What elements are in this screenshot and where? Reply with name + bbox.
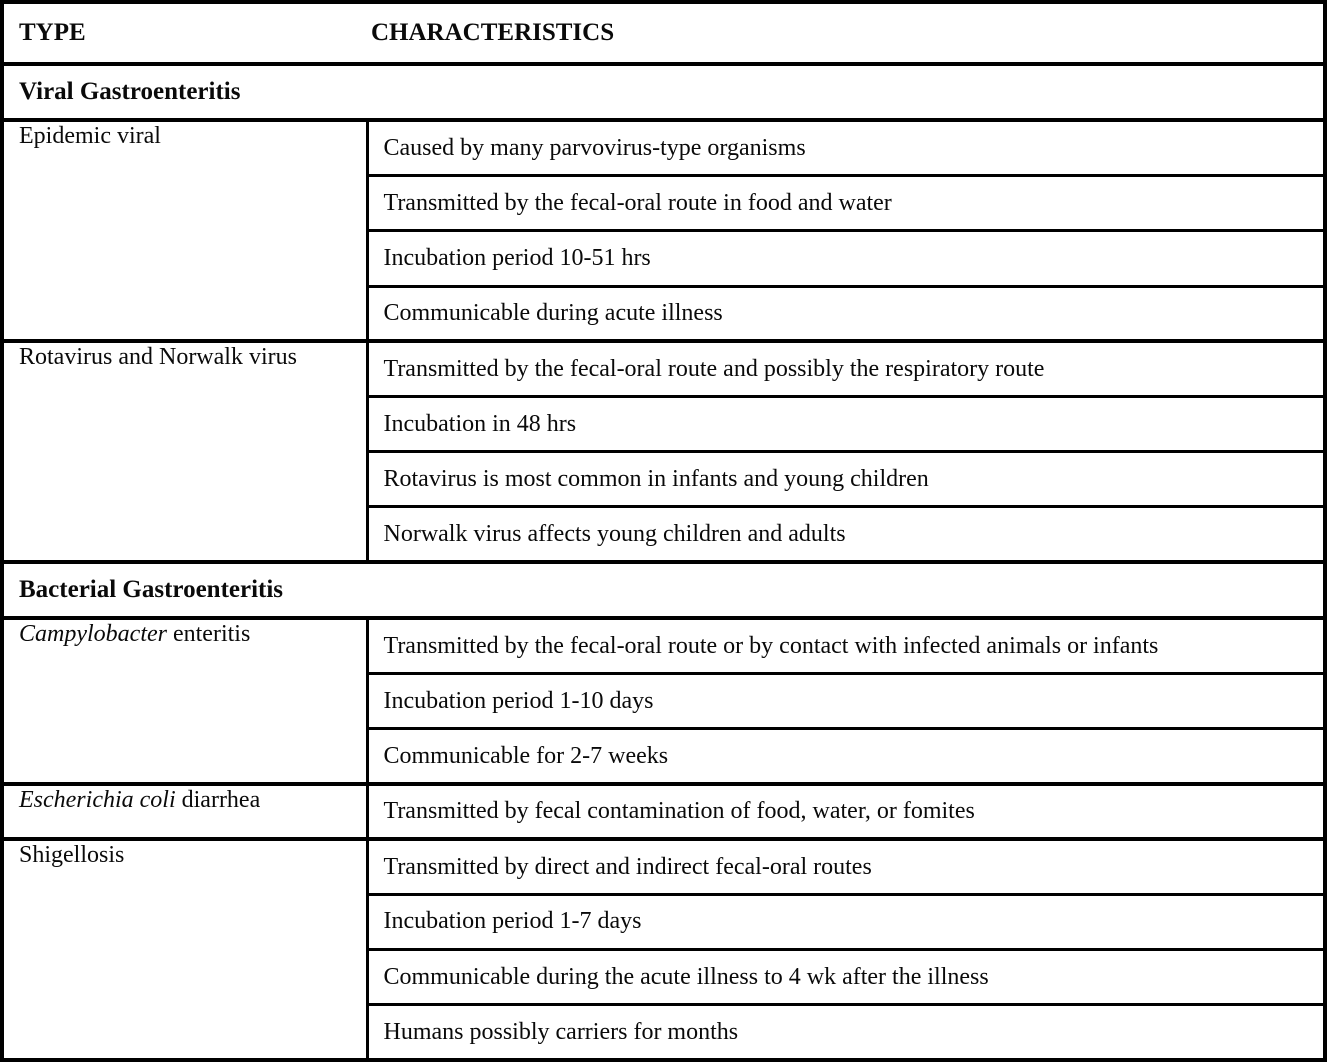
- characteristic-cell: Transmitted by fecal contamination of food, water, or fomites: [367, 784, 1325, 839]
- section-header-bacterial-gastroenteritis: Bacterial Gastroenteritis: [2, 562, 1325, 618]
- type-cell-rotavirus-norwalk: [2, 341, 367, 562]
- characteristic-cell: Communicable during the acute illness to 4 wk after the illness: [367, 949, 1325, 1004]
- table-row: [2, 120, 1325, 175]
- table-row: [2, 784, 1325, 839]
- characteristic-cell: Communicable for 2-7 weeks: [367, 729, 1325, 784]
- characteristic-cell: Incubation period 1-7 days: [367, 894, 1325, 949]
- characteristic-cell: Caused by many parvovirus-type organisms: [367, 120, 1325, 175]
- type-label: enteritis: [166, 621, 251, 648]
- characteristic-cell: Incubation in 48 hrs: [367, 396, 1325, 451]
- section-row-bacterial: [2, 562, 1325, 618]
- characteristic-cell: Transmitted by the fecal-oral route in food and water: [367, 176, 1325, 231]
- table-header-row: [2, 2, 1325, 64]
- type-label-italic: Escherichia coli: [19, 786, 176, 813]
- type-label: Rotavirus and Norwalk virus: [19, 344, 297, 371]
- type-label: Epidemic viral: [19, 123, 161, 150]
- table-row: [2, 618, 1325, 673]
- type-cell-campylobacter-enteritis: [2, 618, 367, 784]
- characteristic-cell: Rotavirus is most common in infants and young children: [367, 452, 1325, 507]
- column-header-type: TYPE: [19, 19, 86, 47]
- characteristic-cell: Transmitted by direct and indirect fecal-oral routes: [367, 839, 1325, 894]
- type-cell-shigellosis: [2, 839, 367, 1060]
- type-label: diarrhea: [175, 786, 261, 813]
- characteristic-cell: Transmitted by the fecal-oral route and possibly the respiratory route: [367, 341, 1325, 396]
- table-row: [2, 341, 1325, 396]
- column-header-characteristics: CHARACTERISTICS: [371, 19, 615, 47]
- characteristic-cell: Norwalk virus affects young children and adults: [367, 507, 1325, 562]
- type-label: Shigellosis: [19, 842, 125, 869]
- characteristic-cell: Incubation period 1-10 days: [367, 673, 1325, 728]
- type-cell-escherichia-coli-diarrhea: [2, 784, 367, 839]
- characteristic-cell: Humans possibly carriers for months: [367, 1005, 1325, 1060]
- table-header-cell: [2, 2, 1325, 64]
- section-row-viral: [2, 64, 1325, 120]
- characteristic-cell: Communicable during acute illness: [367, 286, 1325, 341]
- section-header-viral-gastroenteritis: Viral Gastroenteritis: [2, 64, 1325, 120]
- type-label-italic: Campylobacter: [19, 621, 167, 648]
- table-row: [2, 839, 1325, 894]
- characteristic-cell: Incubation period 10-51 hrs: [367, 231, 1325, 286]
- characteristic-cell: Transmitted by the fecal-oral route or by contact with infected animals or infants: [367, 618, 1325, 673]
- type-cell-epidemic-viral: [2, 120, 367, 341]
